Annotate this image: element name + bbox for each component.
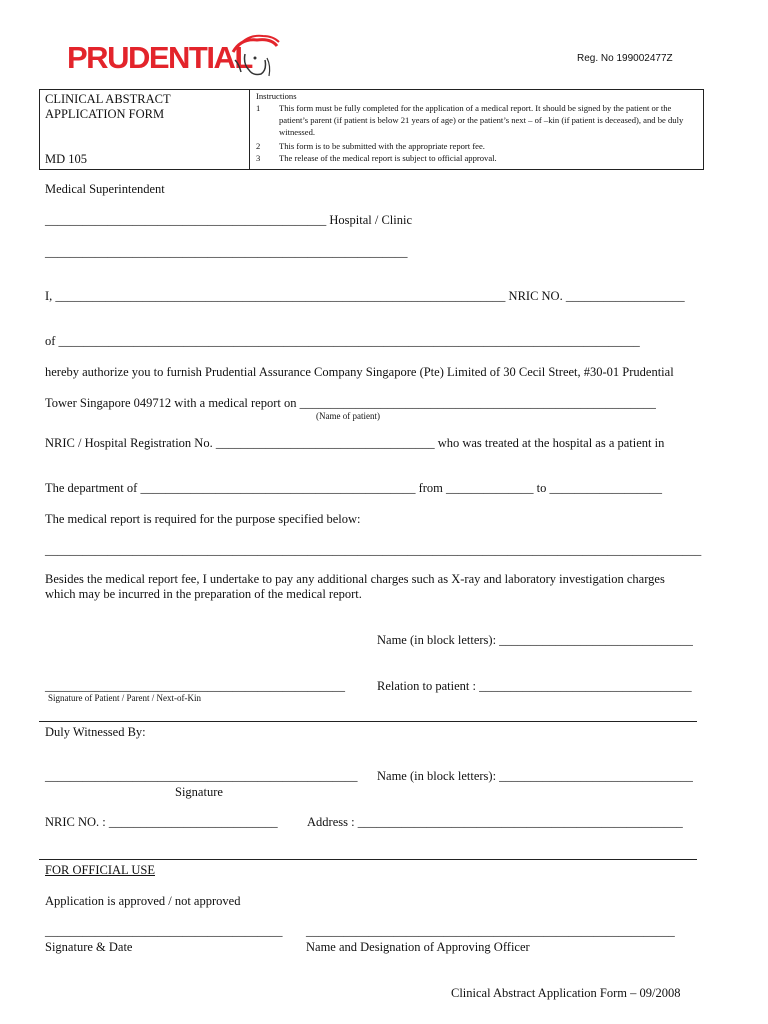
charges-text-line2: which may be incurred in the preparation of the medical report. <box>45 587 362 601</box>
divider <box>39 859 697 860</box>
applicant-block-name-field[interactable]: Name (in block letters): _______________________________ <box>377 633 693 647</box>
form-title-line2: APPLICATION FORM <box>45 107 165 121</box>
official-use-heading: FOR OFFICIAL USE <box>45 863 155 877</box>
prudential-head-icon <box>227 30 285 80</box>
patient-nric-field[interactable]: NRIC / Hospital Registration No. ___________________________________ who was treated at the hospital as a patient in <box>45 436 665 450</box>
purpose-field[interactable]: _________________________________________________________________________________________________________ <box>45 543 702 557</box>
witness-address-field[interactable]: Address : ____________________________________________________ <box>307 815 683 829</box>
applicant-address-field[interactable]: of _____________________________________________________________________________________________ <box>45 334 640 348</box>
approver-signature-field[interactable]: ______________________________________ <box>45 924 283 938</box>
approving-officer-label: Name and Designation of Approving Officer <box>306 940 530 954</box>
witness-signature-field[interactable]: __________________________________________________ <box>45 769 358 783</box>
form-header-box <box>39 89 704 170</box>
witness-heading: Duly Witnessed By: <box>45 725 146 739</box>
purpose-label: The medical report is required for the purpose specified below: <box>45 512 361 526</box>
addressee: Medical Superintendent <box>45 182 165 196</box>
approval-status-text: Application is approved / not approved <box>45 894 241 908</box>
hospital-clinic-field[interactable]: _____________________________________________ Hospital / Clinic <box>45 213 413 227</box>
signature-caption: Signature of Patient / Parent / Next-of-Kin <box>48 693 201 703</box>
patient-name-field[interactable]: Tower Singapore 049712 with a medical report on _________________________________________________________ <box>45 396 656 410</box>
department-dates-field[interactable]: The department of ____________________________________________ from ______________ to __________________ <box>45 481 662 495</box>
applicant-signature-field[interactable]: ________________________________________________ <box>45 679 345 693</box>
form-code: MD 105 <box>45 152 88 166</box>
instructions-title: Instructions <box>256 91 297 101</box>
witness-nric-field[interactable]: NRIC NO. : ___________________________ <box>45 815 278 829</box>
approver-name-field[interactable]: ___________________________________________________________ <box>306 924 675 938</box>
hospital-address-field[interactable]: __________________________________________________________ <box>45 245 408 259</box>
divider <box>39 721 697 722</box>
footer-form-name: Clinical Abstract Application Form – 09/2008 <box>451 986 681 1000</box>
signature-date-label: Signature & Date <box>45 940 133 954</box>
patient-name-caption: (Name of patient) <box>316 411 380 421</box>
form-title-cell <box>40 90 250 169</box>
logo-text: PRUDENTIAL <box>67 40 252 75</box>
applicant-name-nric-field[interactable]: I, ________________________________________________________________________ NRIC NO. ___________________ <box>45 289 685 303</box>
witness-block-name-field[interactable]: Name (in block letters): _______________________________ <box>377 769 693 783</box>
charges-text-line1: Besides the medical report fee, I undertake to pay any additional charges such as X-ray and laboratory investigation charges <box>45 572 665 586</box>
relation-to-patient-field[interactable]: Relation to patient : __________________________________ <box>377 679 692 693</box>
instructions-cell: Instructions 1 This form must be fully completed for the application of a medical report. It should be signed by the patient or the patient’s parent (if patient is below 21 years of age) or the patient’s next – of –kin (if patient is deceased), and be duly witnessed. 2 This form is to be submitted with the appropriate report fee. 3 The release of the medical report is subject to official approval. <box>256 91 684 163</box>
witness-signature-label: Signature <box>175 785 223 799</box>
registration-number: Reg. No 199002477Z <box>577 53 673 64</box>
authorization-text: hereby authorize you to furnish Prudential Assurance Company Singapore (Pte) Limited of 30 Cecil Street, #30-01 Prudential <box>45 365 674 379</box>
form-title-line1: CLINICAL ABSTRACT <box>45 92 171 106</box>
prudential-logo <box>67 38 287 82</box>
